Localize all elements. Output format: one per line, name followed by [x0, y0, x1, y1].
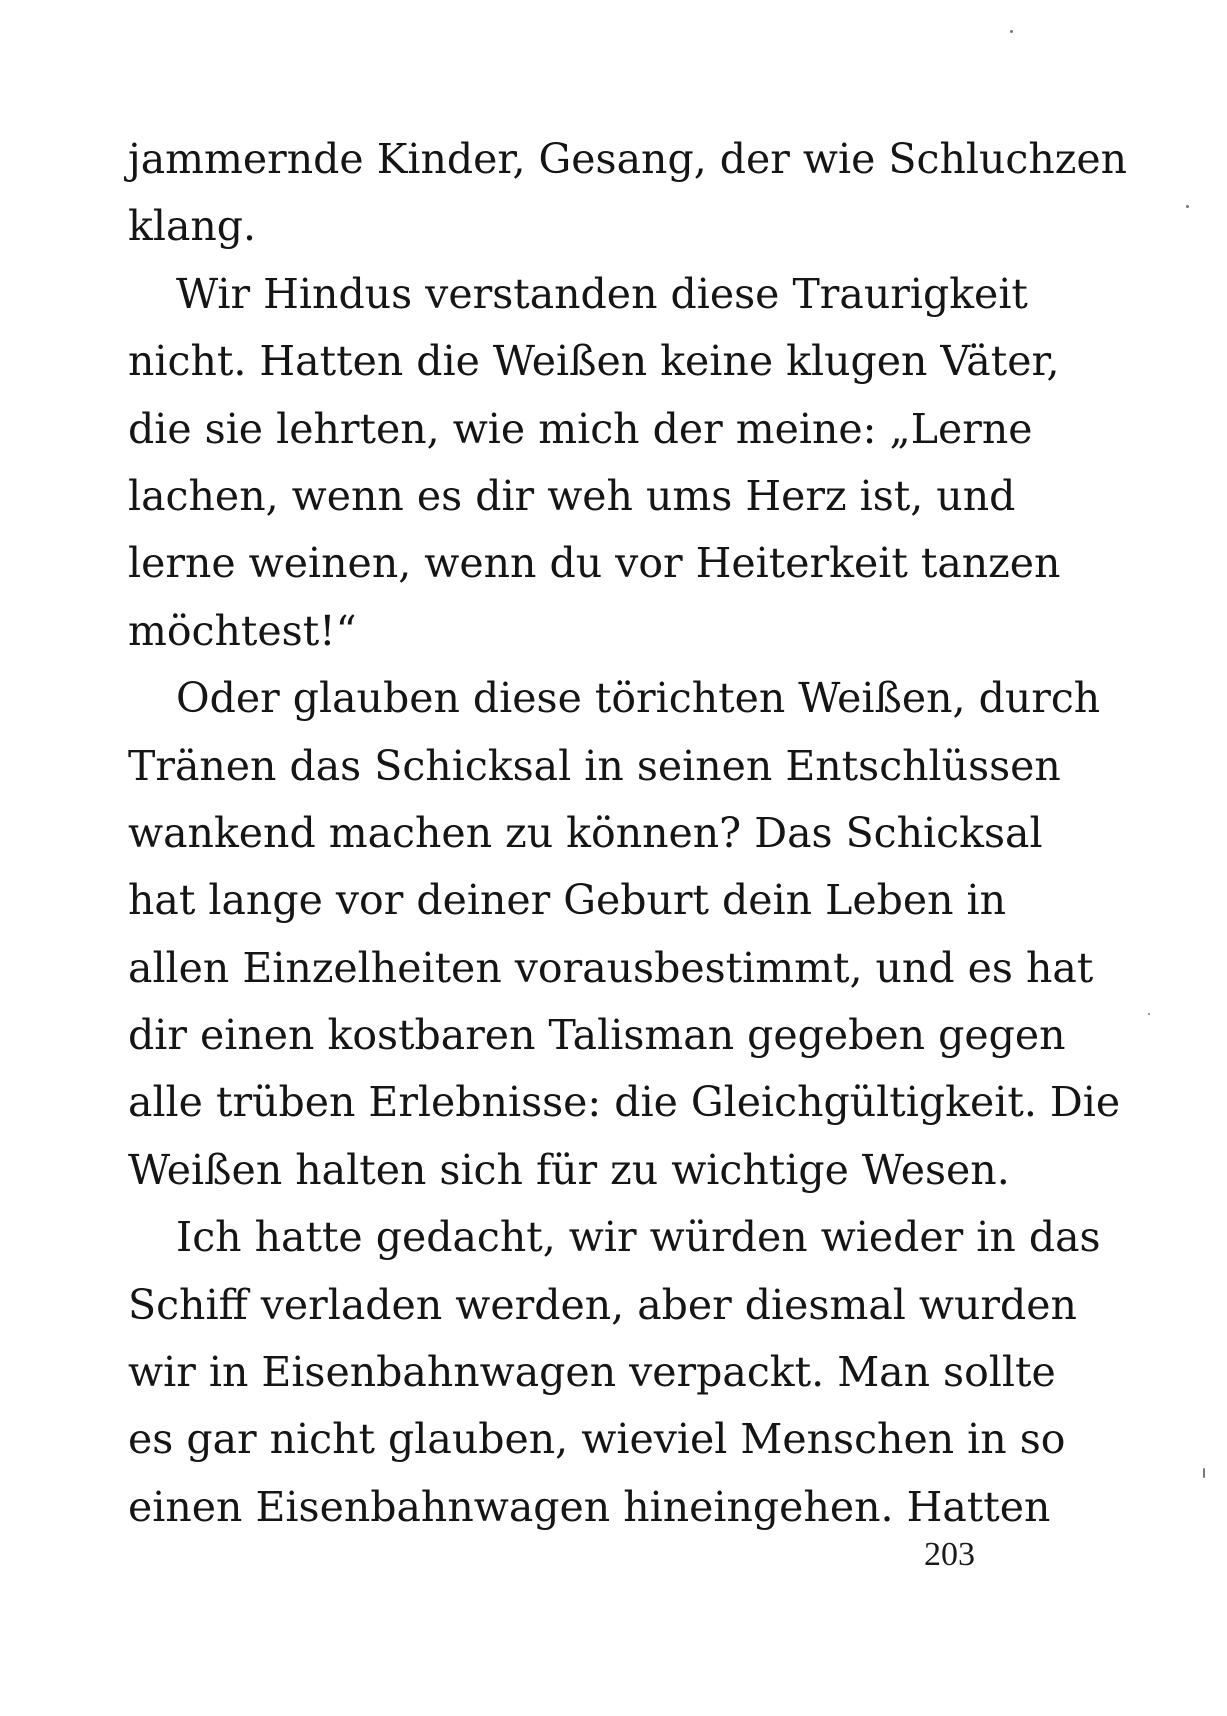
text-line: lerne weinen, wenn du vor Heiterkeit tanzen	[128, 539, 1061, 588]
text-line: möchtest!“	[128, 606, 357, 655]
text-line: allen Einzelheiten vorausbestimmt, und es hat	[128, 943, 1094, 992]
text-line: klang.	[128, 202, 257, 251]
text-line: alle trüben Erlebnisse: die Gleichgültigkeit. Die	[128, 1078, 1121, 1127]
text-line: jammernde Kinder, Gesang, der wie Schluchzen	[128, 135, 1128, 183]
text-line: nicht. Hatten die Weißen keine klugen Väter,	[128, 337, 1060, 386]
scan-speck	[1203, 1468, 1205, 1478]
scan-speck	[1148, 1013, 1150, 1015]
text-line: Ich hatte gedacht, wir würden wieder in das	[176, 1213, 1101, 1262]
text-line: Weißen halten sich für zu wichtige Wesen.	[128, 1145, 1010, 1194]
scan-speck	[1186, 205, 1189, 208]
text-line: dir einen kostbaren Talisman gegeben gegen	[128, 1011, 1066, 1060]
scan-speck	[1010, 30, 1013, 33]
text-line: lachen, wenn es dir weh ums Herz ist, und	[128, 471, 1016, 520]
text-line: wir in Eisenbahnwagen verpackt. Man sollte	[128, 1348, 1056, 1397]
text-line: es gar nicht glauben, wieviel Menschen in so	[128, 1415, 1066, 1464]
text-line: Schiff verladen werden, aber diesmal wurden	[128, 1280, 1077, 1329]
page-number: 203	[924, 1536, 975, 1573]
text-line: hat lange vor deiner Geburt dein Leben in	[128, 876, 1007, 925]
text-line: wankend machen zu können? Das Schicksal	[128, 808, 1043, 857]
body-text	[128, 126, 1128, 1541]
text-line: einen Eisenbahnwagen hineingehen. Hatten	[128, 1482, 1051, 1531]
text-line: Wir Hindus verstanden diese Traurigkeit	[176, 269, 1028, 318]
text-line: die sie lehrten, wie mich der meine: „Lerne	[128, 404, 1033, 453]
text-line: Oder glauben diese törichten Weißen, durch	[176, 674, 1101, 723]
text-line: Tränen das Schicksal in seinen Entschlüssen	[128, 741, 1061, 790]
